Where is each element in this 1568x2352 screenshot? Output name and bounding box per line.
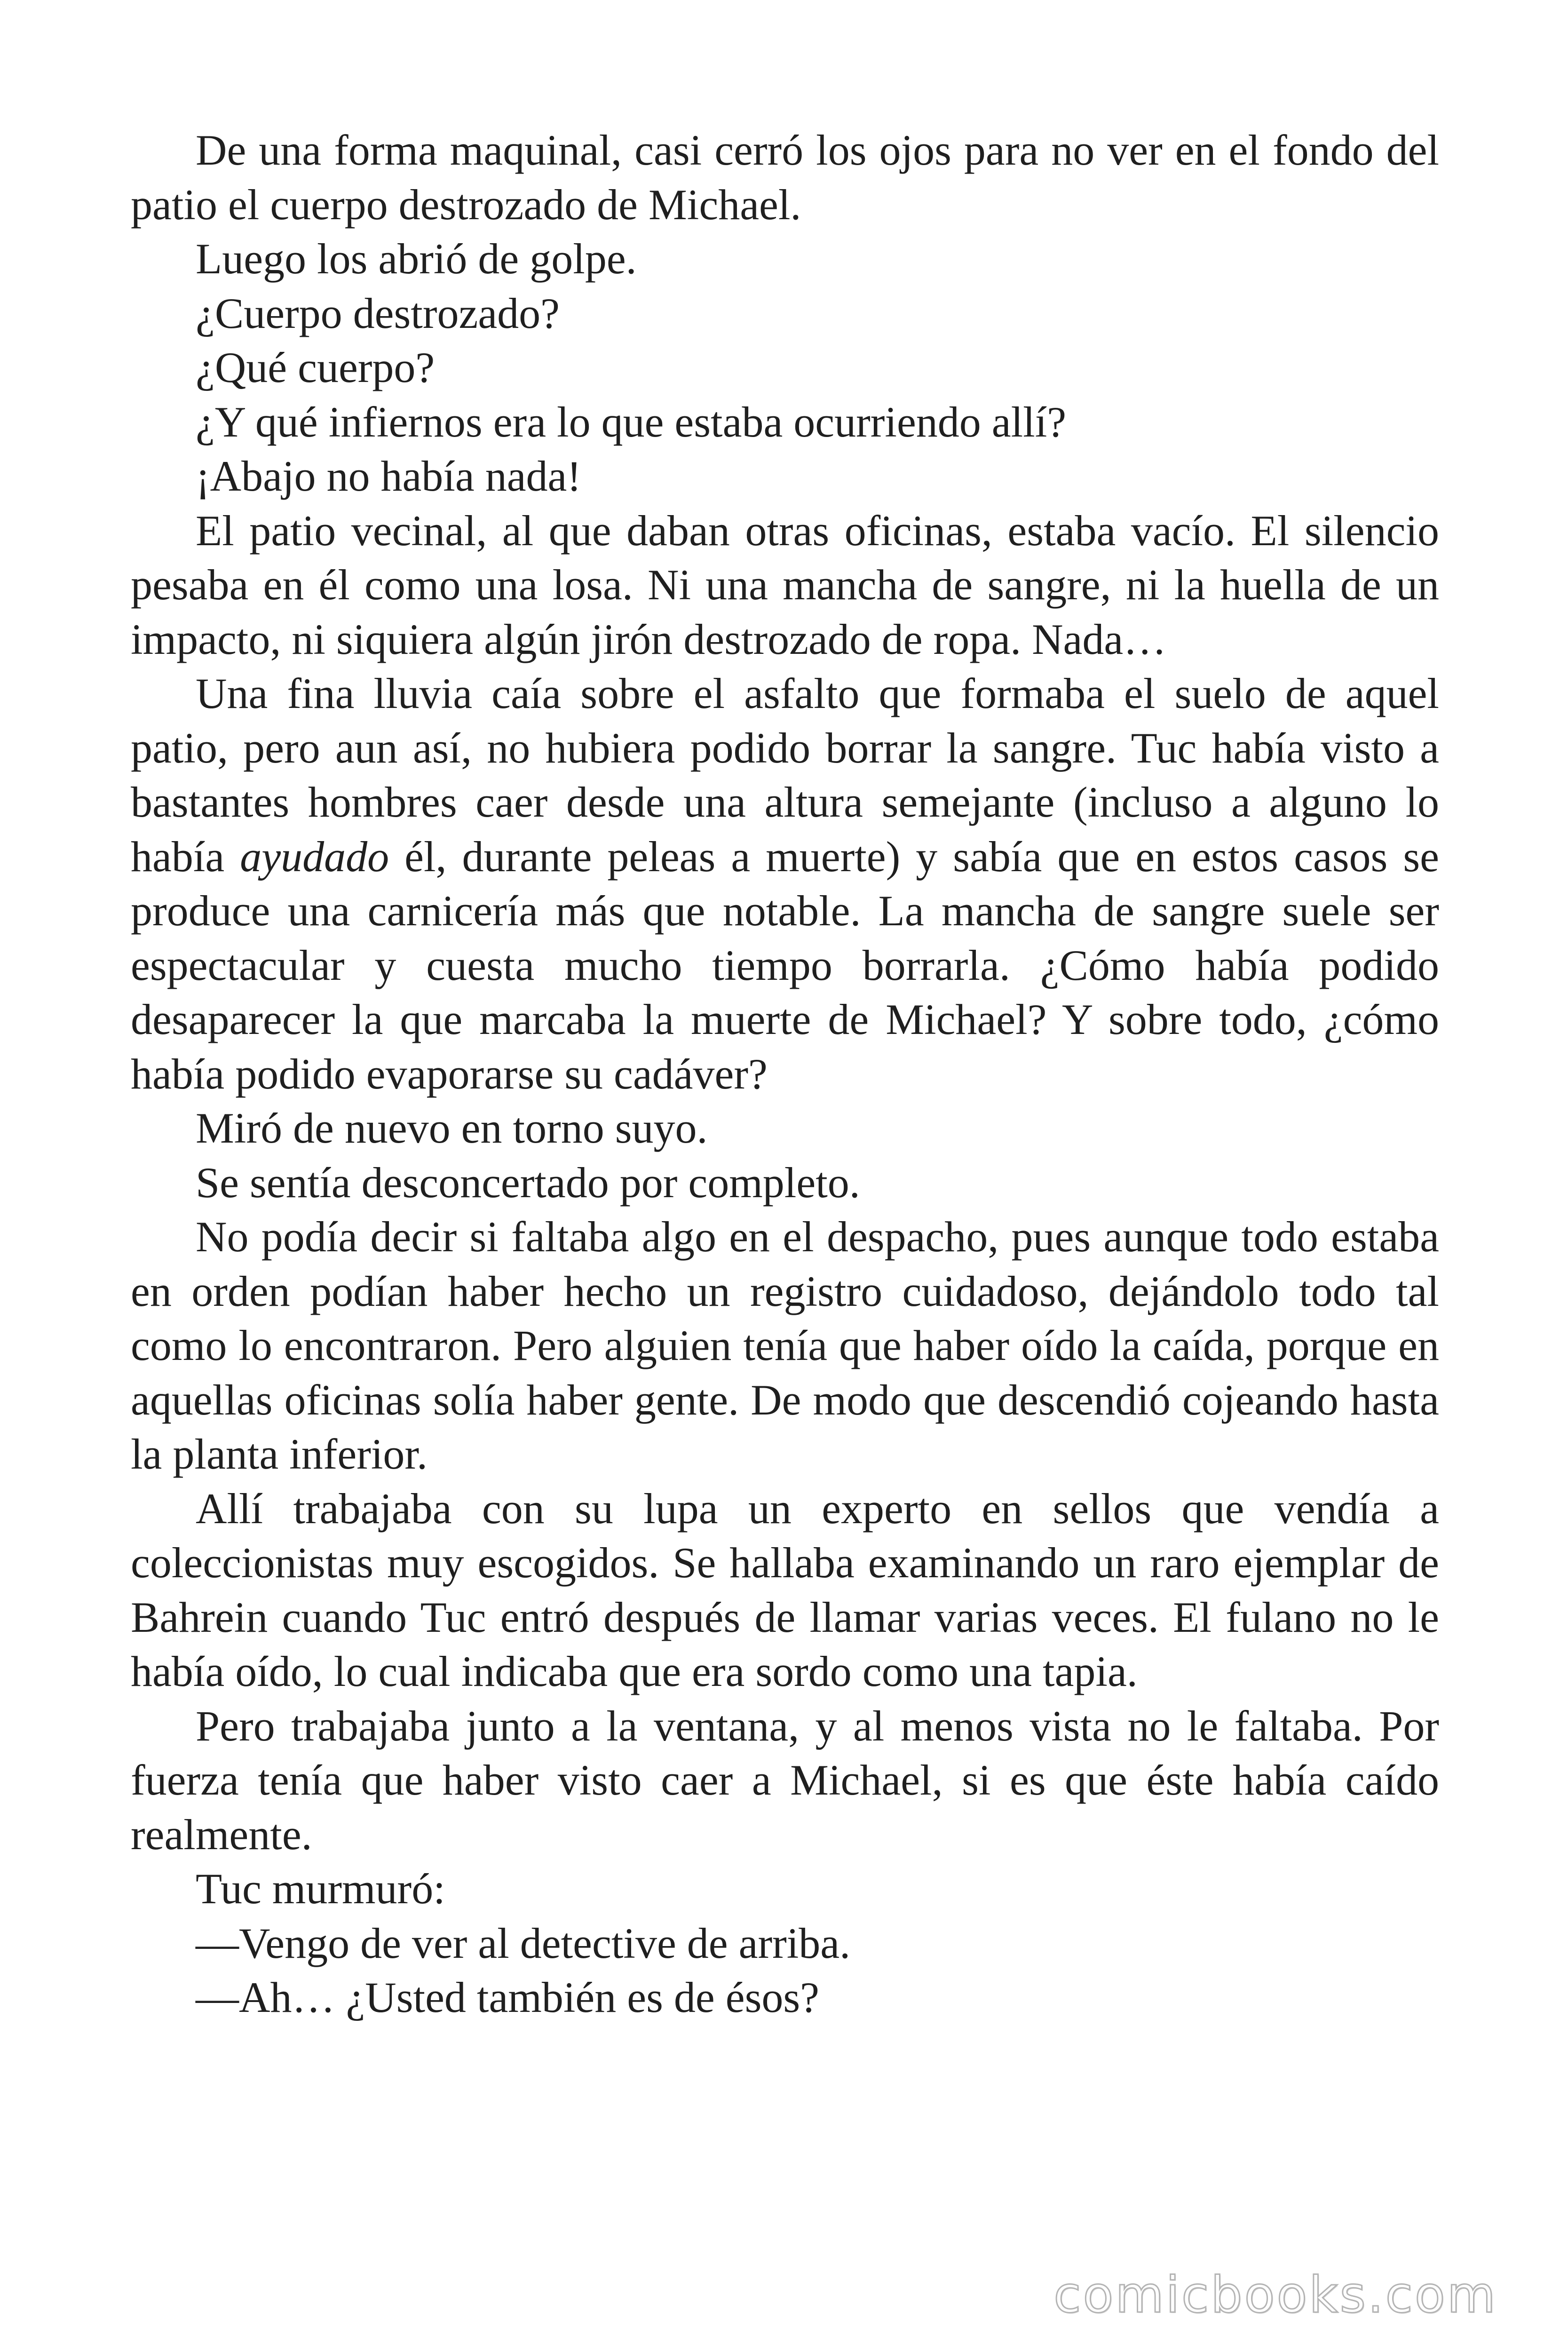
paragraph: ¿Y qué infiernos era lo que estaba ocurriendo allí? bbox=[196, 397, 1067, 446]
body-text bbox=[131, 123, 1439, 2025]
paragraph: Pero trabajaba junto a la ventana, y al menos vista no le faltaba. Por fuerza tenía que haber visto caer a Michael, si es que éste había caído realmente. bbox=[131, 1701, 1439, 1859]
paragraph: El patio vecinal, al que daban otras oficinas, estaba vacío. El silencio pesaba en él como una losa. Ni una mancha de sangre, ni la huella de un impacto, ni siquiera algún jirón destrozado de ropa. Nada… bbox=[131, 506, 1439, 663]
paragraph: De una forma maquinal, casi cerró los ojos para no ver en el fondo del patio el cuerpo destrozado de Michael. bbox=[131, 126, 1439, 229]
paragraph: Allí trabajaba con su lupa un experto en sellos que vendía a coleccionistas muy escogidos. Se hallaba examinando un raro ejemplar de Bahrein cuando Tuc entró después de llamar varias veces. El fulano no le había oído, lo cual indicaba que era sordo como una tapia. bbox=[131, 1484, 1439, 1695]
watermark: comicbooks.com bbox=[1053, 2266, 1497, 2324]
dialogue-line: Tuc murmuró: bbox=[196, 1865, 445, 1913]
paragraph: No podía decir si faltaba algo en el despacho, pues aunque todo estaba en orden podían haber hecho un registro cuidadoso, dejándolo todo tal como lo encontraron. Pero alguien tenía que haber oído la caída, porque en aquellas oficinas solía haber gente. De modo que descendió cojeando hasta la planta inferior. bbox=[131, 1213, 1439, 1478]
emphasized-word: ayudado bbox=[240, 832, 389, 881]
paragraph: Se sentía desconcertado por completo. bbox=[196, 1158, 860, 1207]
paragraph: Luego los abrió de golpe. bbox=[196, 235, 637, 283]
paragraph bbox=[131, 667, 1439, 1101]
paragraph: Miró de nuevo en torno suyo. bbox=[196, 1104, 708, 1152]
paragraph-text: Una fina lluvia caía sobre el asfalto que formaba el suelo de aquel patio, pero aun así, no hubiera podido borrar la sangre. Tuc había visto a bastantes hombres caer desde una altura semejante (incluso a alguno lo había bbox=[131, 669, 1439, 881]
paragraph-text: él, durante peleas a muerte) y sabía que en estos casos se produce una carnicería más que notable. La mancha de sangre suele ser espectacular y cuesta mucho tiempo borrarla. ¿Cómo había podido desaparecer la que marcaba la muerte de Michael? Y sobre todo, ¿cómo había podido evaporarse su cadáver? bbox=[131, 832, 1439, 1098]
paragraph: ¿Cuerpo destrozado? bbox=[196, 289, 560, 337]
paragraph: ¡Abajo no había nada! bbox=[196, 452, 582, 500]
dialogue-line: —Ah… ¿Usted también es de ésos? bbox=[196, 1973, 820, 2021]
paragraph: ¿Qué cuerpo? bbox=[196, 343, 435, 391]
dialogue-line: —Vengo de ver al detective de arriba. bbox=[196, 1919, 851, 1967]
